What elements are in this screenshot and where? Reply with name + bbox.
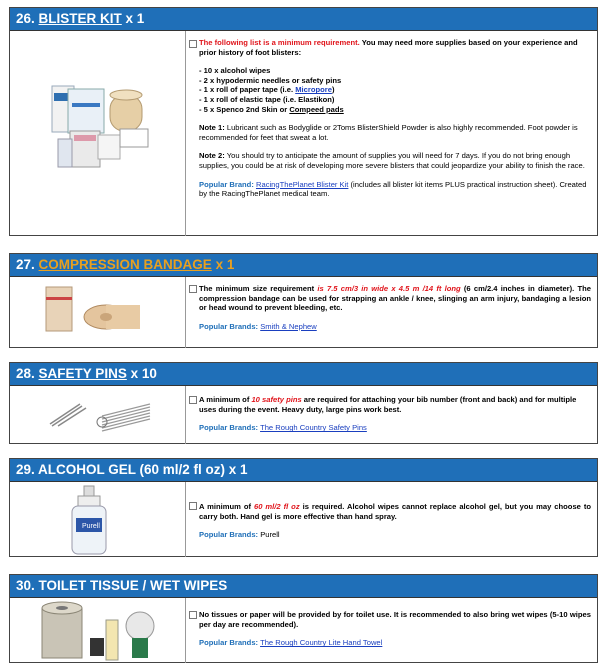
item-title-link[interactable]: COMPRESSION BANDAGE: [38, 257, 212, 272]
item-title: 30. TOILET TISSUE / WET WIPES: [16, 578, 228, 593]
section-header: [10, 8, 597, 31]
section-header: [10, 363, 597, 386]
checkbox[interactable]: [189, 396, 197, 404]
alcohol-gel-image: [10, 482, 186, 557]
section-toilet-tissue: [9, 574, 598, 663]
brand-link[interactable]: Smith & Nephew: [260, 321, 317, 331]
section-header: [10, 575, 597, 598]
section-safety-pins: [9, 362, 598, 444]
brand-link[interactable]: The Rough Country Safety Pins: [260, 423, 367, 433]
checkbox[interactable]: [189, 611, 197, 619]
item-quantity: x 10: [126, 366, 157, 381]
item-quantity: x 1: [121, 11, 145, 26]
section-blister-kit: [9, 7, 598, 236]
checkbox[interactable]: [189, 285, 197, 293]
item-number: 26.: [16, 11, 35, 26]
blister-kit-image: [10, 31, 186, 236]
item-description: A minimum of 60 ml/2 fl oz is required. Alcohol wipes cannot replace alcohol gel, but you may choose to carry both. Hand gel is more effective than hand spray. Popular Brands: Purell: [199, 502, 592, 540]
item-number: 27.: [16, 257, 35, 272]
item-title-link[interactable]: BLISTER KIT: [38, 11, 122, 26]
micropore-link[interactable]: Micropore: [295, 85, 332, 95]
toilet-tissue-image: [10, 598, 186, 663]
item-description: The following list is a minimum requirement. You may need more supplies based on your experience and prior history of foot blisters: - 10 x alcohol wipes - 2 x hypodermic needles or safety pins - 1 x roll of paper tape (i.e. Micropore) - 1 x roll of elastic tape (i.e. Elastikon) - 5 x Spenco 2nd Skin or Compeed pads Note 1: Lubricant such as Bodyglide or 2Toms BlisterShield Powder is also highly recommended. Foot powder is recommended for feet that sweat a lot. Note 2: You should try to anticipate the amount of supplies you will need for 7 days. If you do not bring enough supplies, you could be at risk of developing more severe blisters that could jeopardize your ability to finish the race. Popular Brand: RacingThePlanet Blister Kit (includes all blister kit items PLUS practical instruction sheet). Created by the RacingThePlanet medical team.: [199, 38, 587, 199]
brand-link[interactable]: RacingThePlanet Blister Kit: [255, 179, 349, 189]
item-description: The minimum size requirement is 7.5 cm/3 in wide x 4.5 m /14 ft long (6 cm/2.4 inches in diameter). The compression bandage can be used for strapping an ankle / knee, slinging an arm injury, bandaging a lesion or head wound to prevent bleeding, etc. Popular Brands: Smith & Nephew: [199, 284, 592, 331]
section-alcohol-gel: [9, 458, 598, 557]
section-header: [10, 459, 597, 482]
item-description: A minimum of 10 safety pins are required for attaching your bib number (front and back) and for multiple uses during the event. Heavy duty, large pins work best. Popular Brands: The Rough Country Safety Pins: [199, 395, 577, 433]
brand-link[interactable]: The Rough Country Lite Hand Towel: [260, 638, 383, 648]
safety-pins-image: [10, 386, 186, 444]
purell-logo-text: Purell: [82, 523, 100, 530]
section-compression-bandage: [9, 253, 598, 348]
item-quantity: x 1: [211, 257, 235, 272]
item-number: 28.: [16, 366, 35, 381]
item-title-link[interactable]: SAFETY PINS: [38, 366, 127, 381]
checkbox[interactable]: [189, 502, 197, 510]
bandage-image: [10, 277, 186, 348]
item-title: 29. ALCOHOL GEL (60 ml/2 fl oz) x 1: [16, 462, 248, 477]
section-header: [10, 254, 597, 277]
item-description: No tissues or paper will be provided by for toilet use. It is recommended to also bring wet wipes (5-10 wipes per day are recommended). Popular Brands: The Rough Country Lite Hand Towel: [199, 610, 591, 648]
checkbox[interactable]: [189, 40, 197, 48]
compeed-link[interactable]: Compeed pads: [289, 104, 344, 114]
